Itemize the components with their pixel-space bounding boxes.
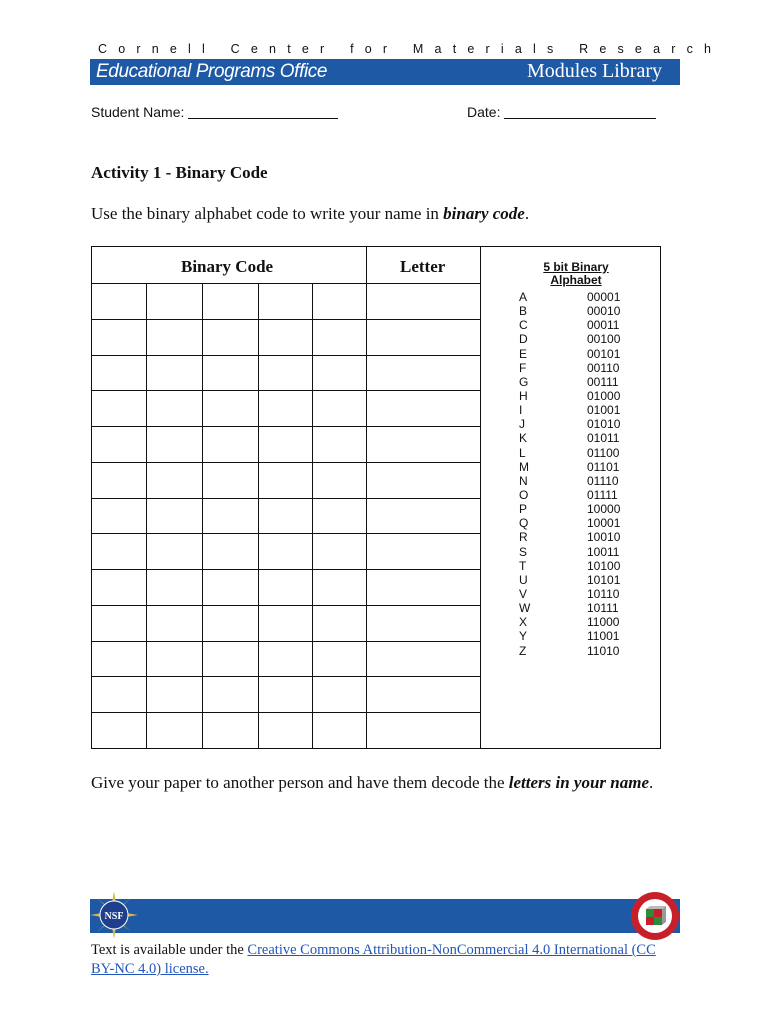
- binary-digit-cell[interactable]: [146, 712, 202, 748]
- alphabet-letter: G: [519, 374, 529, 389]
- binary-digit-cell[interactable]: [146, 319, 202, 355]
- binary-digit-cell[interactable]: [202, 712, 258, 748]
- alphabet-code: 10110: [587, 586, 620, 601]
- binary-digit-cell[interactable]: [92, 533, 146, 569]
- binary-digit-cell[interactable]: [202, 283, 258, 319]
- binary-digit-cell[interactable]: [202, 426, 258, 462]
- alphabet-letter: E: [519, 346, 528, 361]
- binary-digit-cell[interactable]: [312, 390, 366, 426]
- alphabet-list: [519, 290, 620, 658]
- alphabet-title: [533, 261, 619, 287]
- alphabet-code: 11000: [587, 615, 620, 630]
- alphabet-entry: [519, 403, 620, 417]
- alphabet-entry: [519, 488, 620, 502]
- binary-digit-cell[interactable]: [146, 533, 202, 569]
- alphabet-letter: W: [519, 601, 531, 616]
- binary-digit-cell[interactable]: [258, 605, 312, 641]
- letter-cell[interactable]: [366, 676, 480, 712]
- binary-digit-cell[interactable]: [258, 283, 312, 319]
- header-binary-code: Binary Code: [181, 257, 274, 276]
- alphabet-entry: [519, 332, 620, 346]
- letter-cell[interactable]: [366, 605, 480, 641]
- alphabet-title-line2: Alphabet: [550, 273, 602, 287]
- alphabet-entry: [519, 460, 620, 474]
- binary-digit-cell[interactable]: [202, 569, 258, 605]
- alphabet-letter: Z: [519, 643, 527, 658]
- binary-digit-cell[interactable]: [146, 426, 202, 462]
- letter-cell[interactable]: [366, 533, 480, 569]
- letter-cell[interactable]: [366, 319, 480, 355]
- binary-digit-cell[interactable]: [92, 712, 146, 748]
- binary-digit-cell[interactable]: [92, 462, 146, 498]
- binary-digit-cell[interactable]: [258, 641, 312, 677]
- binary-digit-cell[interactable]: [312, 641, 366, 677]
- alphabet-code: 00001: [587, 290, 621, 304]
- alphabet-letter: F: [519, 360, 527, 375]
- alphabet-letter: O: [519, 487, 529, 502]
- binary-digit-cell[interactable]: [258, 355, 312, 391]
- binary-digit-cell[interactable]: [312, 712, 366, 748]
- ccmr-logo: [630, 891, 680, 941]
- activity-title: Activity 1 - Binary Code: [91, 163, 268, 182]
- alphabet-letter: H: [519, 388, 528, 403]
- instruction-prefix: Use the binary alphabet code to write your name in: [91, 204, 444, 223]
- alphabet-letter: A: [519, 290, 528, 304]
- alphabet-entry: [519, 446, 620, 460]
- student-name-field: [91, 104, 338, 120]
- alphabet-letter: R: [519, 530, 528, 545]
- alphabet-entry: [519, 389, 620, 403]
- binary-digit-cell[interactable]: [146, 390, 202, 426]
- alphabet-code: 11001: [587, 629, 620, 644]
- binary-digit-cell[interactable]: [312, 355, 366, 391]
- letter-cell[interactable]: [366, 390, 480, 426]
- alphabet-letter: Q: [519, 516, 529, 531]
- letter-cell[interactable]: [366, 712, 480, 748]
- binary-digit-cell[interactable]: [312, 533, 366, 569]
- binary-digit-cell[interactable]: [202, 641, 258, 677]
- binary-digit-cell[interactable]: [202, 605, 258, 641]
- alphabet-code: 11010: [587, 643, 620, 658]
- binary-digit-cell[interactable]: [146, 283, 202, 319]
- letter-cell[interactable]: [366, 498, 480, 534]
- binary-digit-cell[interactable]: [202, 355, 258, 391]
- student-name-label: Student Name:: [91, 104, 185, 120]
- binary-digit-cell[interactable]: [146, 605, 202, 641]
- alphabet-code: 00010: [587, 304, 621, 319]
- letter-cell[interactable]: [366, 355, 480, 391]
- binary-digit-cell[interactable]: [312, 498, 366, 534]
- binary-digit-cell[interactable]: [258, 390, 312, 426]
- alphabet-entry: [519, 290, 620, 304]
- license-prefix: Text is available under the: [91, 942, 248, 958]
- binary-digit-cell[interactable]: [146, 355, 202, 391]
- binary-digit-cell[interactable]: [312, 319, 366, 355]
- binary-digit-cell[interactable]: [258, 712, 312, 748]
- alphabet-entry: [519, 375, 620, 389]
- alphabet-code: 10010: [587, 530, 621, 545]
- binary-digit-cell[interactable]: [92, 569, 146, 605]
- alphabet-entry: [519, 530, 620, 544]
- alphabet-code: 10001: [587, 516, 621, 531]
- alphabet-code: 01011: [587, 431, 620, 446]
- alphabet-code: 01010: [587, 417, 621, 432]
- alphabet-entry: [519, 559, 620, 573]
- binary-digit-cell[interactable]: [202, 462, 258, 498]
- alphabet-letter: J: [519, 417, 525, 432]
- alphabet-entry: [519, 361, 620, 375]
- nsf-logo: [90, 891, 138, 939]
- closing-prefix: Give your paper to another person and have them decode the: [91, 773, 509, 792]
- alphabet-entry: [519, 516, 620, 530]
- binary-digit-cell[interactable]: [258, 498, 312, 534]
- license-text: [91, 941, 681, 979]
- alphabet-entry: [519, 615, 620, 629]
- alphabet-code: 00111: [587, 374, 619, 389]
- alphabet-letter: T: [519, 558, 527, 573]
- activity-instruction: [91, 204, 529, 224]
- alphabet-code: 00011: [587, 318, 620, 333]
- binary-digit-cell[interactable]: [92, 498, 146, 534]
- instruction-emphasis: binary code: [443, 204, 525, 223]
- alphabet-entry: [519, 347, 620, 361]
- alphabet-entry: [519, 587, 620, 601]
- date-label: Date:: [467, 104, 501, 120]
- binary-digit-cell[interactable]: [202, 676, 258, 712]
- alphabet-code: 10011: [587, 544, 620, 559]
- closing-emphasis: letters in your name: [508, 773, 650, 792]
- letter-cell[interactable]: [366, 283, 480, 319]
- binary-digit-cell[interactable]: [146, 641, 202, 677]
- alphabet-letter: K: [519, 431, 528, 446]
- alphabet-letter: X: [519, 615, 528, 630]
- alphabet-entry: [519, 573, 620, 587]
- binary-digit-cell[interactable]: [312, 462, 366, 498]
- alphabet-code: 00101: [587, 346, 621, 361]
- alphabet-code: 10100: [587, 558, 621, 573]
- binary-digit-cell[interactable]: [258, 462, 312, 498]
- binary-digit-cell[interactable]: [202, 533, 258, 569]
- alphabet-code: 01000: [587, 388, 621, 403]
- binary-digit-cell[interactable]: [258, 676, 312, 712]
- institution-name: Cornell Center for Materials Research: [98, 42, 723, 56]
- alphabet-code: 01110: [587, 473, 619, 488]
- alphabet-title-line1: 5 bit Binary: [543, 260, 609, 274]
- student-name-blank[interactable]: [188, 104, 338, 119]
- alphabet-letter: N: [519, 473, 528, 488]
- alphabet-letter: B: [519, 304, 528, 319]
- nsf-logo-text: NSF: [104, 911, 124, 922]
- binary-digit-cell[interactable]: [92, 283, 146, 319]
- alphabet-letter: V: [519, 586, 528, 601]
- binary-digit-cell[interactable]: [92, 355, 146, 391]
- letter-cell[interactable]: [366, 462, 480, 498]
- binary-digit-cell[interactable]: [312, 676, 366, 712]
- alphabet-letter: I: [519, 403, 523, 418]
- binary-digit-cell[interactable]: [312, 283, 366, 319]
- alphabet-entry: [519, 318, 620, 332]
- binary-digit-cell[interactable]: [146, 462, 202, 498]
- alphabet-letter: S: [519, 544, 528, 559]
- binary-digit-cell[interactable]: [146, 676, 202, 712]
- alphabet-letter: D: [519, 332, 528, 347]
- alphabet-entry: [519, 629, 620, 643]
- letter-cell[interactable]: [366, 569, 480, 605]
- binary-digit-cell[interactable]: [258, 533, 312, 569]
- alphabet-letter: Y: [519, 629, 528, 644]
- closing-suffix: .: [649, 773, 654, 792]
- alphabet-entry: [519, 474, 620, 488]
- binary-digit-cell[interactable]: [202, 319, 258, 355]
- binary-digit-cell[interactable]: [146, 569, 202, 605]
- binary-digit-cell[interactable]: [312, 426, 366, 462]
- column-divider: [480, 247, 481, 748]
- library-name: Modules Library: [527, 60, 662, 82]
- binary-digit-cell[interactable]: [92, 605, 146, 641]
- alphabet-code: 01100: [587, 445, 620, 460]
- alphabet-letter: L: [519, 445, 526, 460]
- alphabet-code: 00100: [587, 332, 621, 347]
- closing-instruction: [91, 773, 653, 793]
- binary-digit-cell[interactable]: [258, 569, 312, 605]
- alphabet-entry: [519, 431, 620, 445]
- binary-digit-cell[interactable]: [258, 319, 312, 355]
- header-letter: Letter: [400, 257, 446, 276]
- alphabet-entry: [519, 545, 620, 559]
- alphabet-entry: [519, 644, 620, 658]
- alphabet-code: 10101: [587, 572, 621, 587]
- alphabet-code: 10111: [587, 601, 619, 616]
- binary-digit-cell[interactable]: [146, 498, 202, 534]
- binary-digit-cell[interactable]: [202, 498, 258, 534]
- instruction-suffix: .: [524, 204, 530, 223]
- binary-digit-cell[interactable]: [258, 426, 312, 462]
- alphabet-letter: M: [519, 459, 529, 474]
- alphabet-code: 00110: [587, 360, 620, 375]
- alphabet-code: 01101: [587, 459, 620, 474]
- binary-digit-cell[interactable]: [92, 676, 146, 712]
- alphabet-code: 01111: [587, 487, 618, 502]
- date-field: [467, 104, 656, 120]
- license-link[interactable]: Creative Commons Attribution-NonCommercial 4.0 International (CC BY-NC 4.0) license.: [91, 942, 656, 977]
- header-banner: [90, 59, 680, 85]
- alphabet-entry: [519, 417, 620, 431]
- letter-cell[interactable]: [366, 641, 480, 677]
- binary-digit-cell[interactable]: [312, 605, 366, 641]
- alphabet-entry: [519, 304, 620, 318]
- alphabet-entry: [519, 601, 620, 615]
- alphabet-code: 01001: [587, 403, 621, 418]
- date-blank[interactable]: [504, 104, 656, 119]
- binary-digit-cell[interactable]: [92, 641, 146, 677]
- alphabet-letter: U: [519, 572, 528, 587]
- binary-digit-cell[interactable]: [202, 390, 258, 426]
- alphabet-code: 10000: [587, 502, 621, 517]
- alphabet-letter: P: [519, 502, 528, 517]
- binary-digit-cell[interactable]: [312, 569, 366, 605]
- binary-digit-cell[interactable]: [92, 426, 146, 462]
- letter-cell[interactable]: [366, 426, 480, 462]
- footer-banner: [90, 899, 680, 933]
- binary-digit-cell[interactable]: [92, 390, 146, 426]
- office-name: Educational Programs Office: [96, 61, 328, 82]
- alphabet-entry: [519, 502, 620, 516]
- binary-digit-cell[interactable]: [92, 319, 146, 355]
- alphabet-letter: C: [519, 318, 528, 333]
